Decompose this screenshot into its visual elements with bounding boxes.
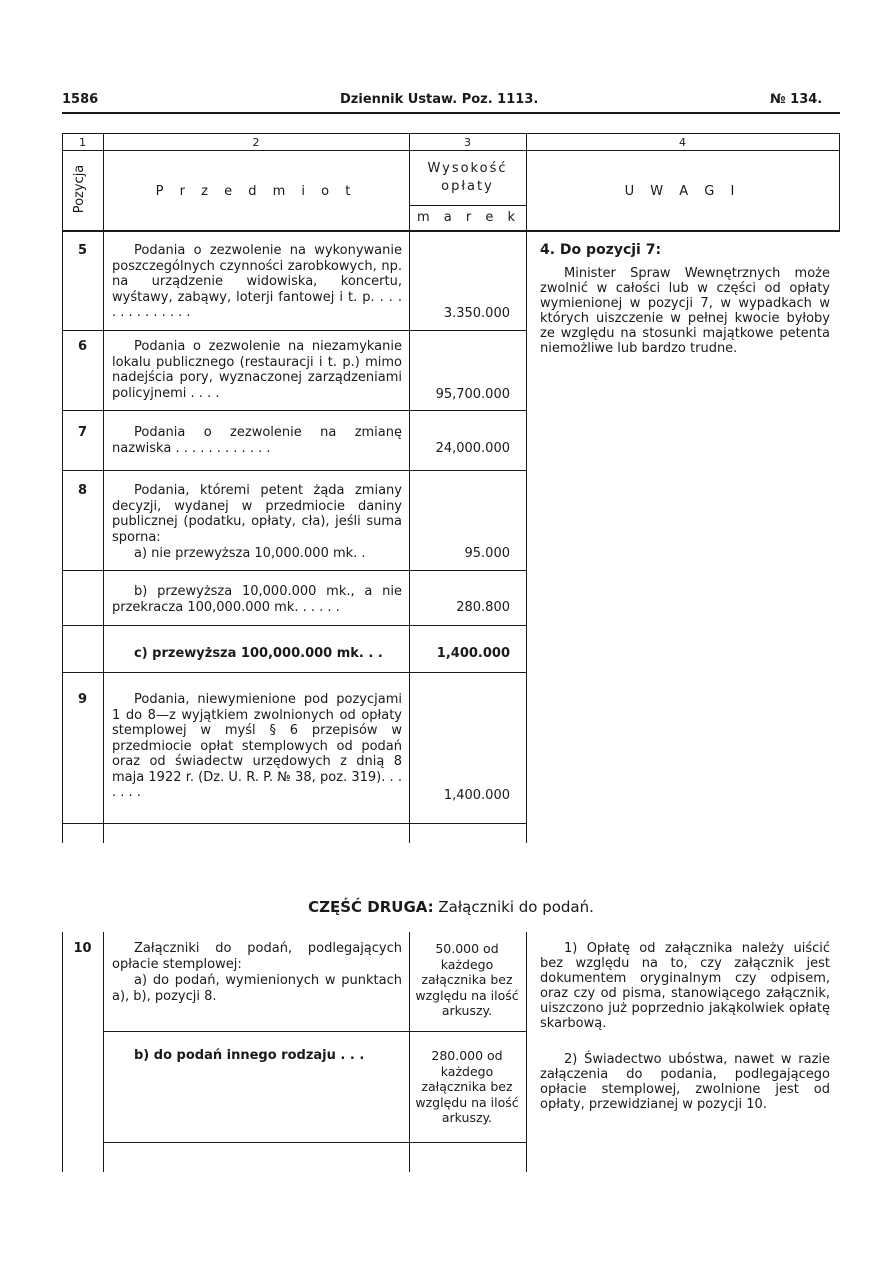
col1-number: 1	[79, 136, 86, 149]
col2-number: 2	[252, 136, 260, 149]
lower-col-sep-1	[103, 932, 104, 1172]
row8a-fee: 95.000	[464, 546, 510, 561]
header-rule	[62, 112, 840, 114]
col3-number: 3	[464, 136, 471, 149]
row6-fee: 95,700.000	[435, 387, 510, 402]
row8b-text: b) przewyższa 10,000.000 mk., a nie przekracza 100,000.000 mk. . . . . .	[112, 584, 402, 615]
row10-intro: Załączniki do podań, podlegających opłacie stemplowej:	[112, 941, 402, 972]
col3-label-bottom: m a r e k	[416, 210, 521, 225]
row-rule-7	[62, 470, 527, 471]
col1-label: Pozycja	[72, 164, 87, 214]
page-number: 1586	[62, 92, 99, 107]
part-two-title	[62, 898, 840, 916]
subheader-rule-col3	[410, 205, 527, 206]
row10a-fee: 50.000 od każdego załącznika bez względu na ilość arkuszy.	[415, 941, 519, 1018]
col3-label-top: Wysokość opłaty	[427, 161, 508, 194]
row-rule-6	[62, 410, 527, 411]
row10b-fee: 280.000 od każdego załącznika bez względu na ilość arkuszy.	[415, 1048, 519, 1125]
row-rule-8b	[62, 625, 527, 626]
row10-number: 10	[73, 941, 92, 956]
row10b-text: b) do podań innego rodzaju . . .	[134, 1048, 365, 1063]
remark-text: Minister Spraw Wewnętrznych może zwolnić w całości lub w części od opłaty wymienionej w pozycji 7, w wypadkach w których uiszczenie w pełnej kwocie byłoby ze względu na stosunki majątkowe petenta niemożliwe lub bardzo trudne.	[540, 266, 830, 356]
header-bottom-rule	[62, 230, 840, 232]
row8b-fee: 280.800	[456, 600, 510, 615]
issue-number: № 134.	[770, 92, 823, 107]
col-sep-1	[103, 133, 104, 843]
col-sep-2	[409, 133, 410, 843]
col2-label: P r z e d m i o t	[155, 184, 357, 199]
part-two-title-bold: CZĘŚĆ DRUGA:	[308, 898, 434, 916]
row-rule-8c	[62, 672, 527, 673]
row8c-fee: 1,400.000	[436, 646, 510, 661]
row9-fee: 1,400.000	[443, 788, 510, 803]
col4-label: U W A G I	[624, 184, 741, 199]
row10-remark-1: 1) Opłatę od załącznika należy uiścić bez względu na to, czy załącznik jest dokumentem oryginalnym czy odpisem, oraz czy od pisma, stanowiącego załącznik, uiszczono już poprzednio jakąkolwiek opłatę skarbową.	[540, 941, 830, 1031]
lower-col-sep-2	[409, 932, 410, 1172]
col-sep-3	[526, 133, 527, 843]
lower-left-edge	[62, 932, 63, 1172]
remark-heading: 4. Do pozycji 7:	[540, 242, 662, 258]
journal-title: Dziennik Ustaw. Poz. 1113.	[340, 92, 539, 107]
row7-number: 7	[77, 425, 88, 440]
row7-fee: 24,000.000	[435, 441, 510, 456]
part-two-title-rest: Załączniki do podań.	[433, 898, 594, 916]
row6-text: Podania o zezwolenie na niezamykanie lokalu publicznego (restauracji i t. p.) mimo nadejścia pory, wyznaczonej zarządzeniami policyjnemi . . . .	[112, 339, 402, 401]
col4-number: 4	[679, 136, 686, 149]
row9-text: Podania, niewymienione pod pozycjami 1 do 8—z wyjątkiem zwolnionych od opłaty stemplowej w myśl § 6 przepisów w przedmiocie opłat stemplowych od podań oraz od świadectw urzędowych z dnią 8 maja 1922 r. (Dz. U. R. P. № 38, poz. 319). . . . . . .	[112, 692, 402, 800]
row5-fee: 3.350.000	[443, 306, 510, 321]
row5-number: 5	[77, 243, 88, 258]
row8a-text: a) nie przewyższa 10,000.000 mk. .	[134, 546, 366, 561]
row10-remark-2: 2) Świadectwo ubóstwa, nawet w razie załączenia do podania, podlegającego opłacie stemplowej, zwolnione jest od opłaty, przewidzianej w pozycji 10.	[540, 1052, 830, 1112]
lower-col-sep-3	[526, 932, 527, 1172]
row7-text: Podania o zezwolenie na zmianę nazwiska . . . . . . . . . . . .	[112, 425, 402, 456]
row8-number: 8	[77, 483, 88, 498]
table-right-edge	[839, 133, 840, 230]
table-top-rule	[62, 133, 840, 134]
row6-number: 6	[77, 339, 88, 354]
row9-number: 9	[77, 692, 88, 707]
row10b-rule	[103, 1142, 527, 1143]
row10a-text: a) do podań, wymienionych w punktach a), b), pozycji 8.	[112, 973, 402, 1004]
row5-text: Podania o zezwolenie na wykonywanie poszczególnych czynności zarobkowych, np. na urządzenie widowiska, koncertu, wyśtawy, zabąwy, loterji fantowej i t. p. . . . . . . . . . . . . .	[112, 243, 402, 320]
row8-text: Podania, któremi petent żąda zmiany decyzji, wydanej w przedmiocie daniny publicznej (podatku, opłaty, cła), jeśli suma sporna:	[112, 483, 402, 545]
row10a-rule	[103, 1031, 527, 1032]
row-rule-9	[62, 823, 527, 824]
row-rule-5	[62, 330, 527, 331]
row8c-text: c) przewyższa 100,000.000 mk. . .	[134, 646, 383, 661]
row-rule-8a	[62, 570, 527, 571]
